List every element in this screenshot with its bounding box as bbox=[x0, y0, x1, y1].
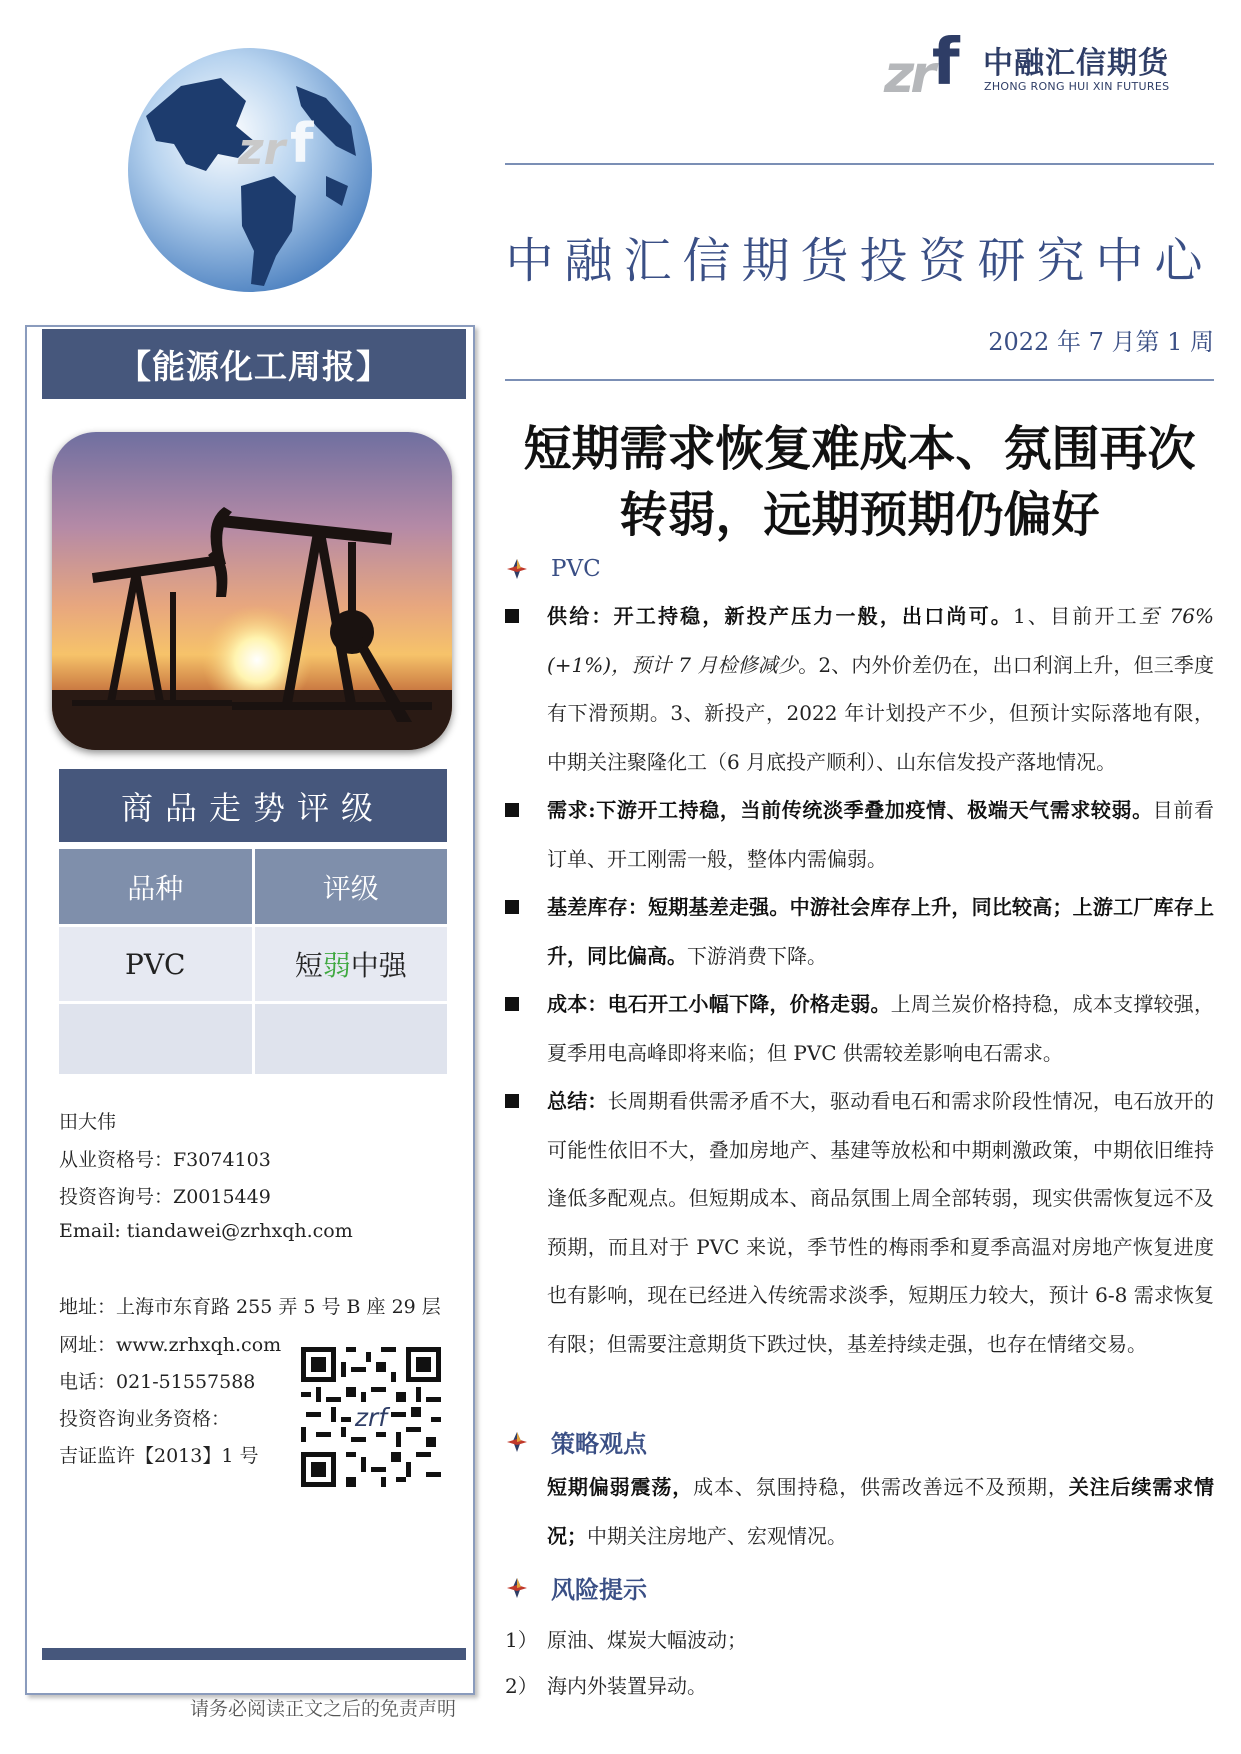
section-pvc-label: PVC bbox=[551, 556, 601, 582]
risk-item-text: 原油、煤炭大幅波动； bbox=[547, 1628, 747, 1652]
rating-title-banner: 商品走势评级 bbox=[59, 769, 447, 842]
sidebar-footer-bar bbox=[42, 1648, 466, 1660]
rating-table bbox=[59, 849, 447, 1074]
empty-cell bbox=[252, 1004, 448, 1074]
globe-logo-image bbox=[126, 46, 374, 294]
report-type-banner: 【能源化工周报】 bbox=[42, 329, 466, 399]
summary-text: 长周期看供需矛盾不大，驱动看电石和需求阶段性情况，电石放开的可能性依旧不大，叠加房地产、基建等放松和中期刺激政策，中期依旧维持逢低多配观点。但短期成本、商品氛围上周全部转弱，现实供需恢复远不及预期，而且对于 PVC 来说，季节性的梅雨季和夏季高温对房地产恢复进度也有影响，现在已经进入传统需求淡季，短期压力较大，预计 6-8 需求恢复有限；但需要注意期货下跌过快，基差持续走强，也存在情绪交易。 bbox=[547, 1089, 1214, 1356]
basis-text: 下游消费下降。 bbox=[687, 943, 827, 968]
supply-label: 供给： bbox=[547, 604, 614, 628]
strategy-bold-1: 短期偏弱震荡， bbox=[547, 1475, 694, 1499]
section-pvc-heading bbox=[505, 556, 601, 582]
svg-text:f: f bbox=[290, 112, 314, 175]
strategy-heading-label: 策略观点 bbox=[551, 1429, 647, 1458]
risk-item-number: 2） bbox=[505, 1674, 538, 1698]
demand-summary: 下游开工持稳，当前传统淡季叠加疫情、极端天气需求较弱。 bbox=[595, 798, 1153, 822]
rating-table-header bbox=[59, 849, 447, 924]
supply-summary: 开工持稳，新投产压力一般，出口尚可。 bbox=[613, 604, 1013, 628]
bullet-square-icon bbox=[505, 609, 519, 623]
bullet-square-icon bbox=[505, 997, 519, 1011]
company-website[interactable]: 网址：www.zrhxqh.com bbox=[59, 1334, 282, 1356]
risk-item bbox=[505, 1670, 707, 1699]
rating-mid-strong: 中强 bbox=[350, 949, 407, 982]
strategy-paragraph bbox=[547, 1463, 1214, 1560]
research-center-title: 中融汇信期货投资研究中心 bbox=[505, 233, 1214, 289]
oil-pump-photo bbox=[52, 432, 452, 750]
basis-summary: 短期基差走强。中游社会库存上升，同比较高；上游工厂库存上升，同比偏高。 bbox=[547, 895, 1214, 968]
report-headline: 短期需求恢复难成本、氛围再次转弱，远期预期仍偏好 bbox=[523, 421, 1196, 543]
section-strategy-heading bbox=[505, 1424, 647, 1459]
cost-paragraph bbox=[547, 980, 1214, 1077]
demand-paragraph bbox=[547, 786, 1214, 883]
empty-cell bbox=[59, 1004, 252, 1074]
supply-text-1: 1、目前开工 bbox=[1012, 604, 1139, 628]
rating-short-term: 短 bbox=[294, 949, 323, 982]
company-phone: 电话：021-51557588 bbox=[59, 1371, 256, 1393]
analyst-name: 田大伟 bbox=[59, 1111, 117, 1133]
strategy-text-2: 中期关注房地产、宏观情况。 bbox=[587, 1523, 847, 1548]
bullet-square-icon bbox=[505, 803, 519, 817]
product-cell: PVC bbox=[59, 927, 252, 1001]
cost-summary: 电石开工小幅下降，价格走弱。 bbox=[607, 992, 891, 1016]
bullet-square-icon bbox=[505, 1094, 519, 1108]
cost-text: 上周兰炭价格持稳，成本支撑较强，夏季用电高峰即将来临；但 PVC 供需较差影响电石需求。 bbox=[547, 992, 1214, 1065]
supply-paragraph bbox=[547, 592, 1214, 786]
rating-cell bbox=[252, 927, 448, 1001]
strategy-bold-2: 关注后续需求情况； bbox=[547, 1475, 1215, 1548]
header-divider-bottom bbox=[505, 379, 1214, 381]
brand-mark-icon: zrf bbox=[884, 26, 956, 105]
svg-text:zrf: zrf bbox=[354, 1403, 388, 1432]
risk-item-text: 海内外装置异动。 bbox=[547, 1674, 707, 1698]
globe-zrf-mark: zr bbox=[238, 124, 286, 175]
header-divider-top bbox=[505, 163, 1214, 165]
company-address: 地址：上海市东育路 255 弄 5 号 B 座 29 层 bbox=[59, 1296, 441, 1318]
table-row bbox=[59, 924, 447, 1001]
section-marker-icon bbox=[505, 557, 529, 581]
supply-text-2: 。2、内外价差仍在，出口利润上升，但三季度有下滑预期。3、新投产，2022 年计划投产不少，但预计实际落地有限，中期关注聚隆化工（6 月底投产顺利）、山东信发投产落地情况。 bbox=[547, 652, 1214, 774]
summary-label: 总结： bbox=[547, 1089, 608, 1113]
table-row-empty bbox=[59, 1001, 447, 1074]
license-number: 吉证监许【2013】1 号 bbox=[59, 1445, 259, 1467]
section-marker-icon bbox=[505, 1576, 529, 1600]
cost-label: 成本： bbox=[547, 992, 608, 1016]
disclaimer-note: 请务必阅读正文之后的免责声明 bbox=[190, 1698, 457, 1720]
supply-italic: 至 76%(+1%)，预计 7 月检修减少 bbox=[547, 604, 1215, 677]
rating-weak: 弱 bbox=[322, 949, 351, 982]
basis-label: 基差库存： bbox=[547, 895, 649, 919]
risk-item bbox=[505, 1624, 747, 1653]
demand-label: 需求: bbox=[547, 798, 596, 822]
license-label: 投资咨询业务资格： bbox=[59, 1408, 231, 1430]
analyst-qualification: 从业资格号：F3074103 bbox=[59, 1149, 271, 1171]
report-date: 2022 年 7 月第 1 周 bbox=[988, 328, 1214, 356]
brand-logo bbox=[884, 26, 1174, 105]
column-header-rating: 评级 bbox=[252, 849, 448, 924]
analyst-consult-number: 投资咨询号：Z0015449 bbox=[59, 1186, 271, 1208]
strategy-text-1: 成本、氛围持稳，供需改善远不及预期， bbox=[693, 1475, 1069, 1499]
bullet-square-icon bbox=[505, 900, 519, 914]
basis-paragraph bbox=[547, 883, 1214, 980]
column-header-product: 品种 bbox=[59, 849, 252, 924]
brand-name-en: ZHONG RONG HUI XIN FUTURES bbox=[984, 80, 1170, 93]
summary-paragraph bbox=[547, 1077, 1214, 1368]
brand-name-cn: 中融汇信期货 bbox=[983, 46, 1169, 81]
section-marker-icon bbox=[505, 1430, 529, 1454]
analyst-email[interactable]: Email: tiandawei@zrhxqh.com bbox=[59, 1220, 353, 1242]
qr-code-icon bbox=[301, 1347, 441, 1487]
risk-heading-label: 风险提示 bbox=[551, 1575, 647, 1604]
risk-item-number: 1） bbox=[505, 1628, 538, 1652]
section-risk-heading bbox=[505, 1570, 647, 1605]
demand-text: 目前看订单、开工刚需一般，整体内需偏弱。 bbox=[547, 798, 1215, 871]
